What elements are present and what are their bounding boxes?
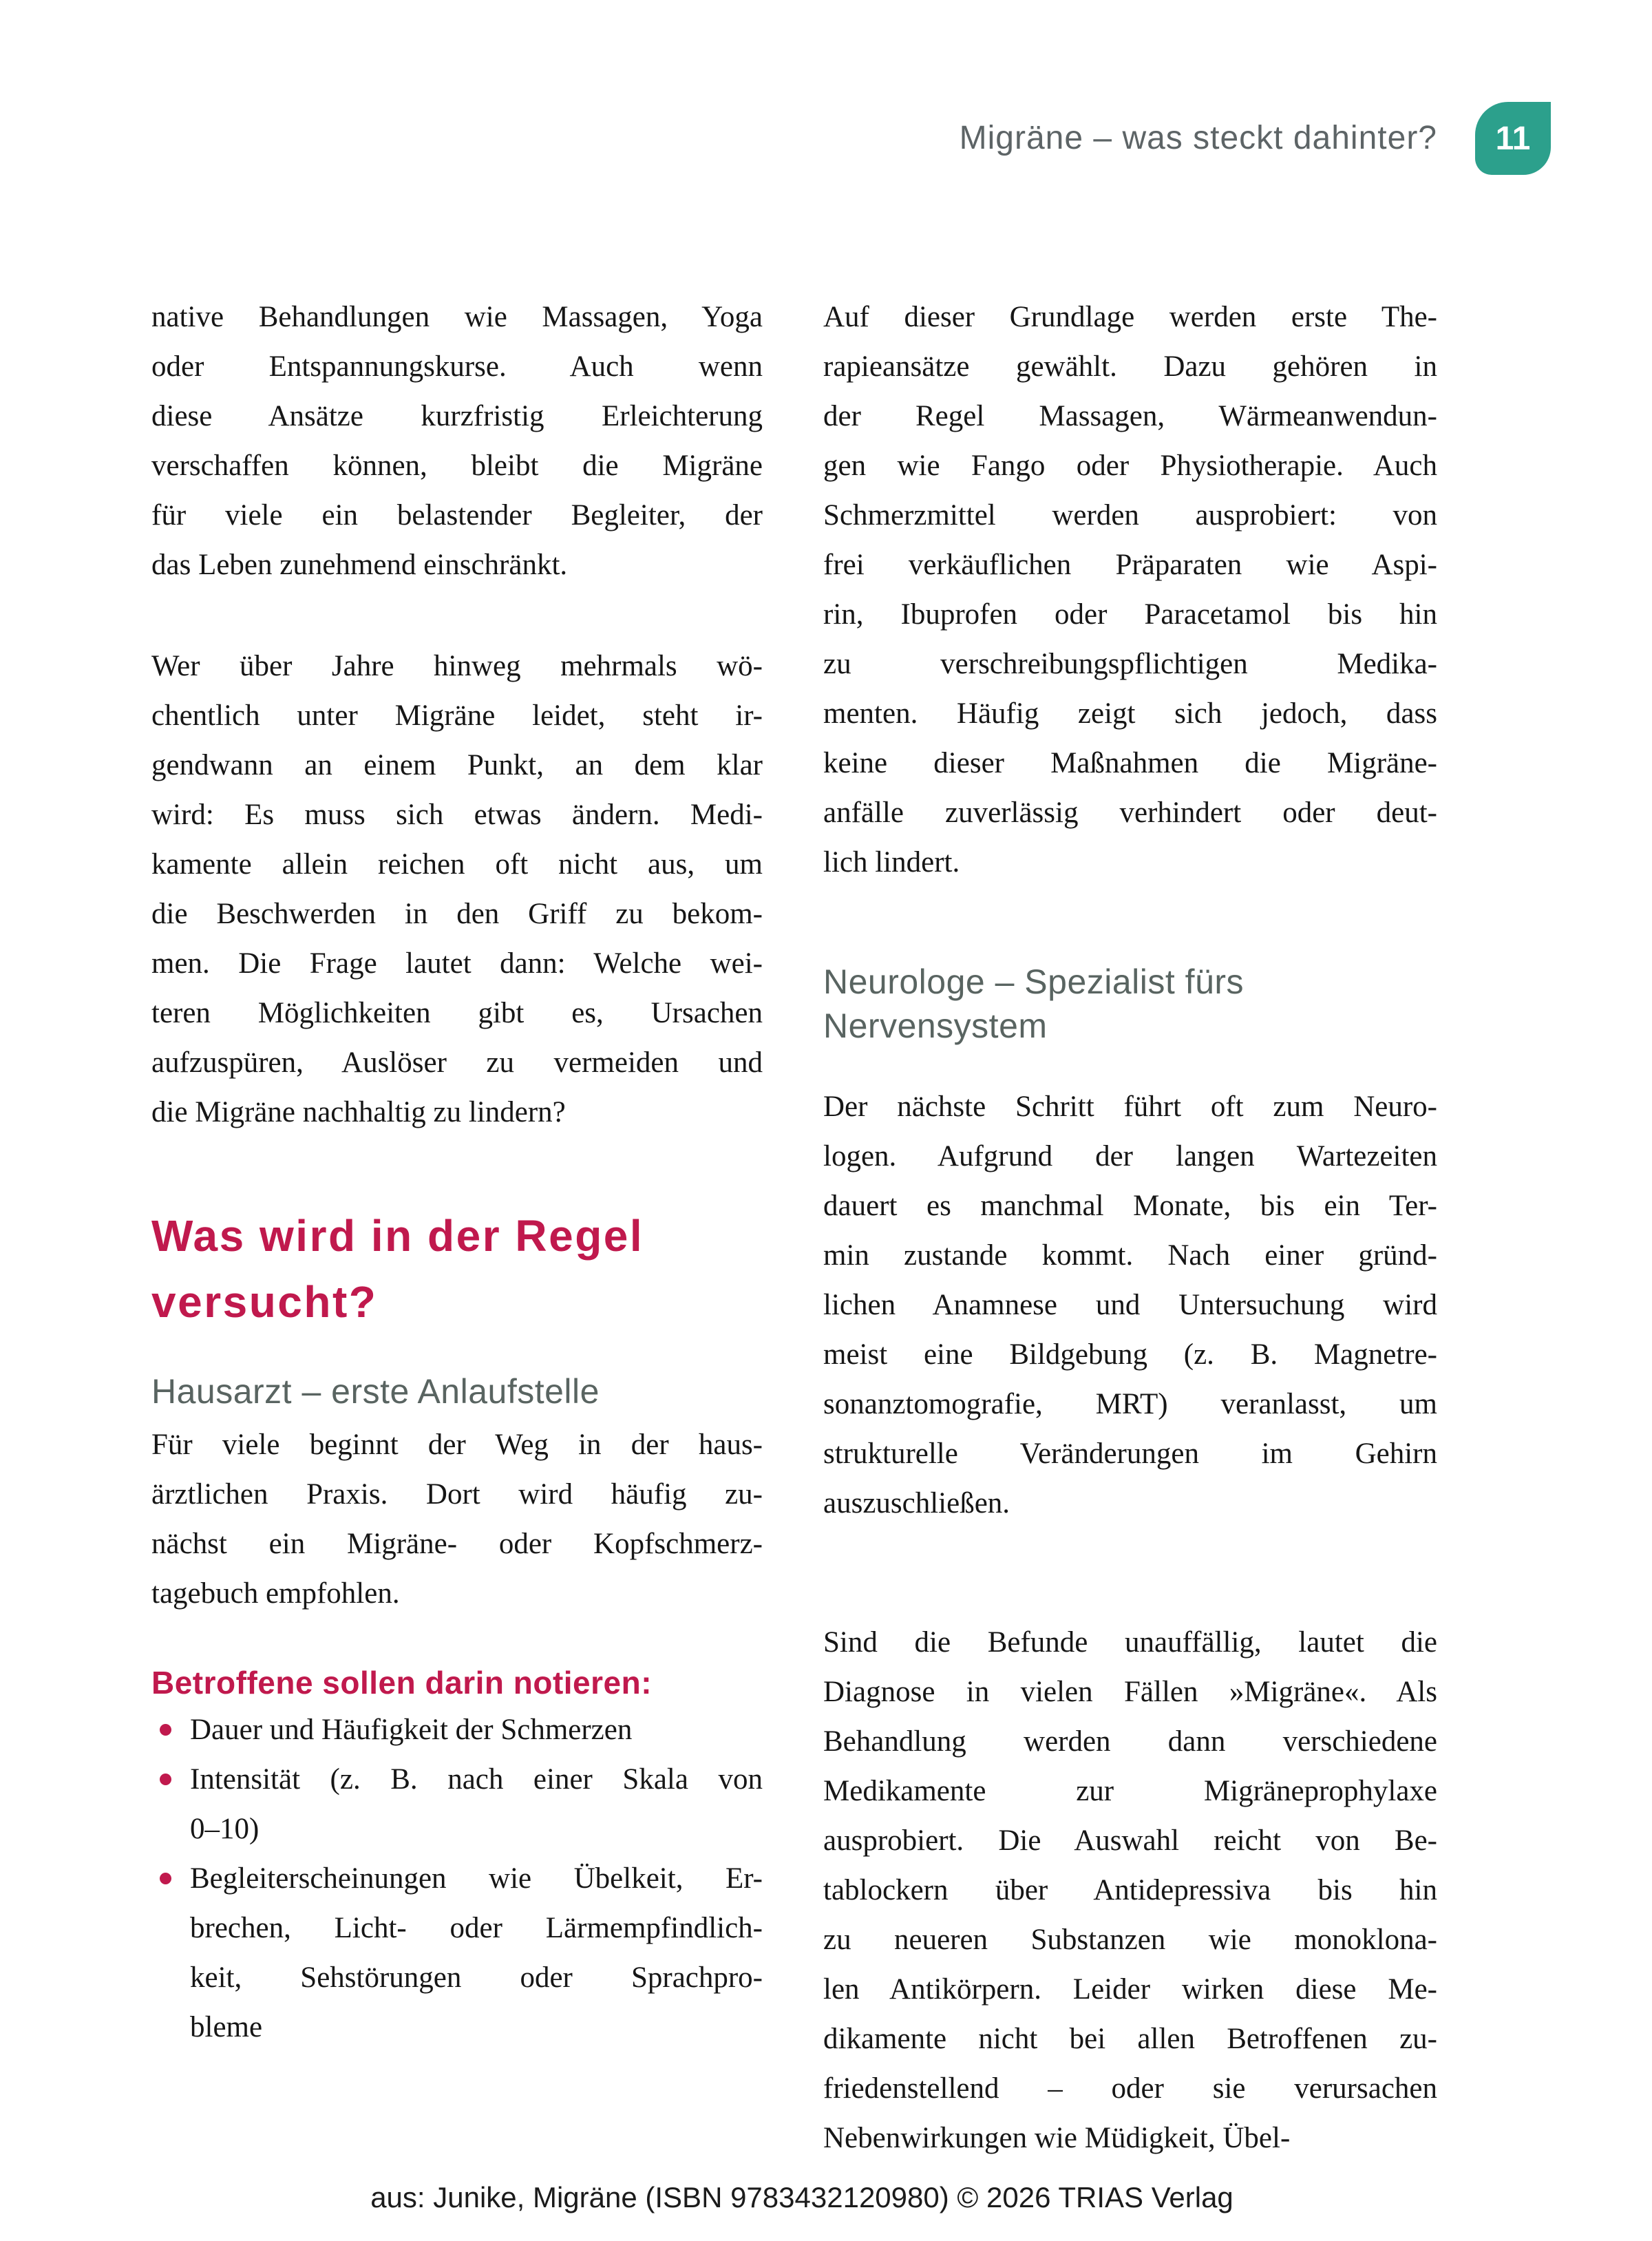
bullet-list: [151, 1705, 763, 2052]
text-line: Intensität (z. B. nach einer Skala von: [190, 1763, 763, 1796]
text-line: brechen, Licht- oder Lärmempfindlich-: [190, 1912, 763, 1944]
left-column: [151, 293, 763, 2052]
text-line: Schmerzmittel werden ausprobiert: von: [823, 499, 1437, 532]
text-line: Auf dieser Grundlage werden erste The-: [823, 301, 1437, 333]
text-line: chentlich unter Migräne leidet, steht ir-: [151, 699, 763, 732]
text-line: anfälle zuverlässig verhindert oder deut-: [823, 797, 1437, 829]
text-line: Dauer und Häufigkeit der Schmerzen: [190, 1714, 633, 1746]
text-line: keit, Sehstörungen oder Sprachpro-: [190, 1961, 763, 1994]
heading-line: Nervensystem: [823, 1007, 1048, 1045]
text-line: men. Die Frage lautet dann: Welche wei-: [151, 947, 763, 980]
text-line: aufzuspüren, Auslöser zu vermeiden und: [151, 1046, 763, 1079]
text-line: rapieansätze gewählt. Dazu gehören in: [823, 350, 1437, 383]
bullet-dot-icon: [160, 1774, 171, 1785]
list-item: [151, 1755, 763, 1854]
text-line: Medikamente zur Migräneprophylaxe: [823, 1775, 1437, 1807]
text-line: die Migräne nachhaltig zu lindern?: [151, 1096, 566, 1128]
text-line: rin, Ibuprofen oder Paracetamol bis hin: [823, 598, 1437, 631]
bullet-text: [190, 1854, 763, 2052]
paragraph: [151, 293, 763, 590]
page-number-badge: [1475, 102, 1551, 175]
section-heading: [151, 1203, 763, 1335]
text-line: dikamente nicht bei allen Betroffenen zu-: [823, 2023, 1437, 2055]
bullet-dot-icon: [160, 1873, 171, 1884]
text-line: logen. Aufgrund der langen Wartezeiten: [823, 1140, 1437, 1172]
text-line: strukturelle Veränderungen im Gehirn: [823, 1438, 1437, 1470]
text-line: diese Ansätze kurzfristig Erleichterung: [151, 400, 763, 432]
text-line: verschaffen können, bleibt die Migräne: [151, 450, 763, 482]
text-line: 0–10): [190, 1813, 260, 1845]
text-line: gen wie Fango oder Physiotherapie. Auch: [823, 450, 1437, 482]
text-line: ärztlichen Praxis. Dort wird häufig zu-: [151, 1478, 763, 1511]
bullet-dot-icon: [160, 1724, 171, 1736]
text-line: len Antikörpern. Leider wirken diese Me-: [823, 1973, 1437, 2006]
right-column: [823, 293, 1437, 2163]
text-line: lich lindert.: [823, 846, 960, 878]
paragraph: [151, 1420, 763, 1619]
text-line: menten. Häufig zeigt sich jedoch, dass: [823, 697, 1437, 730]
text-line: Wer über Jahre hinweg mehrmals wö-: [151, 650, 763, 682]
text-line: frei verkäuflichen Präparaten wie Aspi-: [823, 549, 1437, 581]
text-line: die Beschwerden in den Griff zu bekom-: [151, 898, 763, 930]
paragraph: [823, 1082, 1437, 1528]
text-line: zu verschreibungspflichtigen Medika-: [823, 648, 1437, 680]
list-item: [151, 1705, 763, 1755]
bullet-text: [190, 1705, 763, 1755]
list-item: [151, 1854, 763, 2052]
text-line: Behandlung werden dann verschiedene: [823, 1725, 1437, 1758]
text-line: oder Entspannungskurse. Auch wenn: [151, 350, 763, 383]
text-line: Nebenwirkungen wie Müdigkeit, Übel-: [823, 2122, 1291, 2154]
text-line: für viele ein belastender Begleiter, der: [151, 499, 763, 532]
running-header: Migräne – was steckt dahinter?: [959, 120, 1437, 156]
footer-credit: aus: Junike, Migräne (ISBN 9783432120980) © 2026 TRIAS Verlag: [370, 2181, 1233, 2213]
paragraph: [823, 1618, 1437, 2163]
text-line: auszuschließen.: [823, 1487, 1010, 1519]
text-line: nächst ein Migräne- oder Kopfschmerz-: [151, 1528, 763, 1560]
text-line: gendwann an einem Punkt, an dem klar: [151, 749, 763, 781]
text-line: der Regel Massagen, Wärmeanwendun-: [823, 400, 1437, 432]
text-line: lichen Anamnese und Untersuchung wird: [823, 1289, 1437, 1321]
text-line: bleme: [190, 2011, 263, 2043]
text-line: teren Möglichkeiten gibt es, Ursachen: [151, 997, 763, 1029]
text-line: Für viele beginnt der Weg in der haus-: [151, 1429, 763, 1461]
text-line: das Leben zunehmend einschränkt.: [151, 549, 568, 581]
text-line: min zustande kommt. Nach einer gründ-: [823, 1239, 1437, 1272]
page-number: 11: [1495, 120, 1531, 157]
text-line: friedenstellend – oder sie verursachen: [823, 2072, 1437, 2105]
text-line: tagebuch empfohlen.: [151, 1577, 400, 1610]
paragraph: [151, 642, 763, 1137]
paragraph: [823, 293, 1437, 887]
text-line: dauert es manchmal Monate, bis ein Ter-: [823, 1190, 1437, 1222]
text-line: Der nächste Schritt führt oft zum Neuro-: [823, 1091, 1437, 1123]
subsection-heading: [823, 960, 1437, 1048]
bullet-text: [190, 1755, 763, 1854]
text-line: tablockern über Antidepressiva bis hin: [823, 1874, 1437, 1906]
text-line: zu neueren Substanzen wie monoklona-: [823, 1924, 1437, 1956]
text-line: native Behandlungen wie Massagen, Yoga: [151, 301, 763, 333]
list-intro: Betroffene sollen darin notieren:: [151, 1665, 653, 1701]
text-line: keine dieser Maßnahmen die Migräne-: [823, 747, 1437, 779]
text-line: Begleiterscheinungen wie Übelkeit, Er-: [190, 1862, 763, 1895]
text-line: sonanztomografie, MRT) veranlasst, um: [823, 1388, 1437, 1420]
text-line: wird: Es muss sich etwas ändern. Medi-: [151, 799, 763, 831]
subsection-heading: Hausarzt – erste Anlaufstelle: [151, 1372, 600, 1411]
text-line: Diagnose in vielen Fällen »Migräne«. Als: [823, 1676, 1437, 1708]
heading-line: versucht?: [151, 1277, 378, 1327]
text-line: kamente allein reichen oft nicht aus, um: [151, 848, 763, 881]
heading-line: Was wird in der Regel: [151, 1211, 644, 1261]
text-line: ausprobiert. Die Auswahl reicht von Be-: [823, 1824, 1437, 1857]
text-line: Sind die Befunde unauffällig, lautet die: [823, 1626, 1437, 1659]
heading-line: Neurologe – Spezialist fürs: [823, 962, 1245, 1001]
text-line: meist eine Bildgebung (z. B. Magnetre-: [823, 1338, 1437, 1371]
